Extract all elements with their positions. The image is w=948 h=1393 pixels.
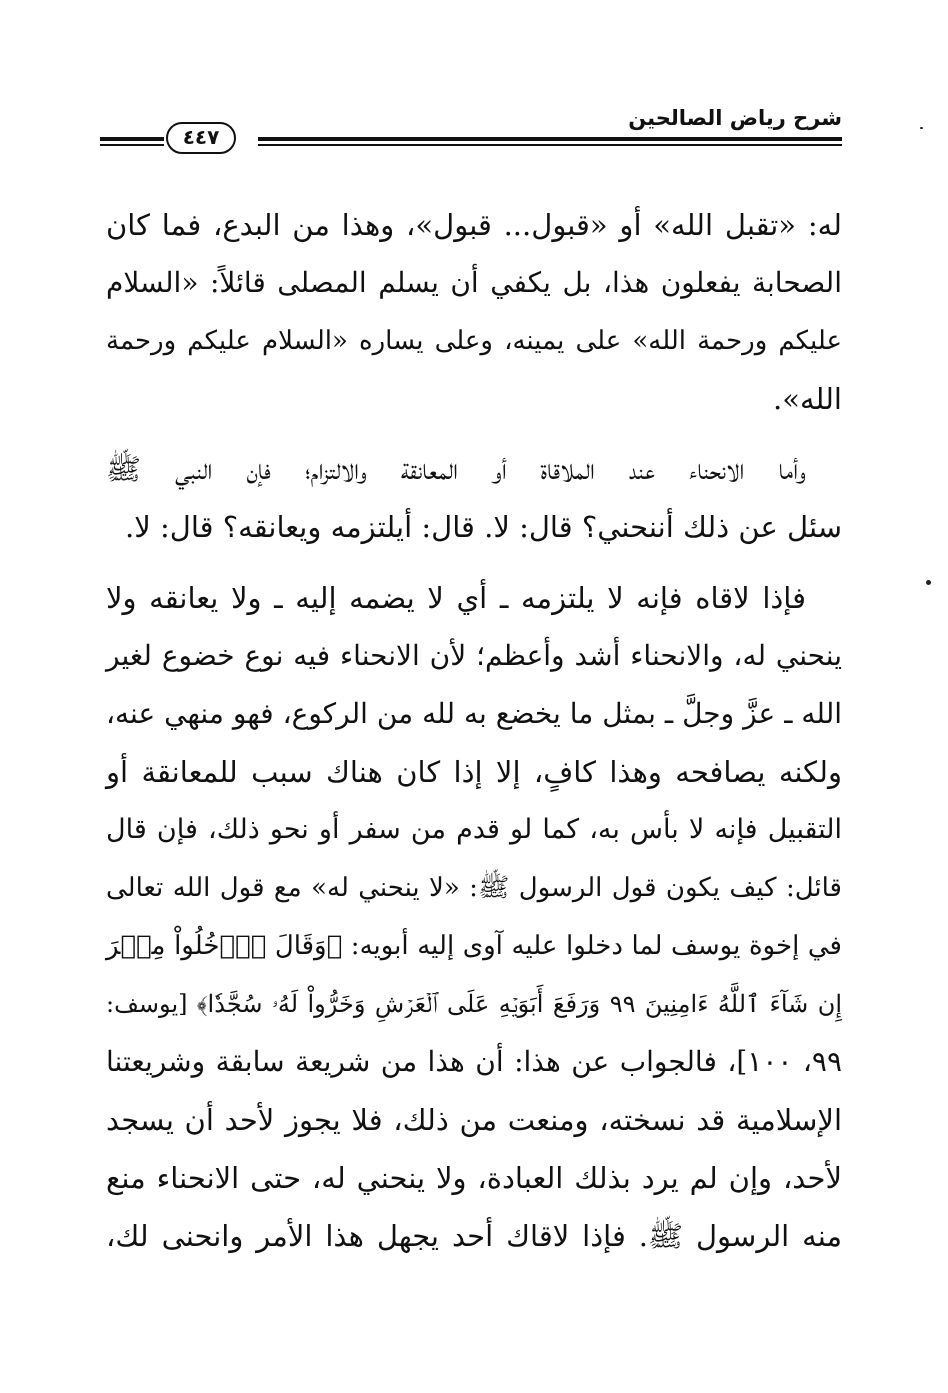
text-line: لأحد، وإن لم يرد بذلك العبادة، ولا ينحني له، حتى الانحناء منع — [106, 1161, 842, 1195]
paragraph-1 — [106, 196, 842, 428]
scan-speck — [926, 580, 931, 585]
page-number-badge: ٤٤٧ — [166, 122, 236, 154]
paragraph-2 — [106, 440, 842, 556]
paragraph-3 — [106, 569, 842, 1265]
text-line: الله». — [772, 382, 842, 416]
text-line: منه الرسول ﷺ. فإذا لاقاك أحد يجهل هذا الأمر وانحنى لك، — [106, 1219, 842, 1253]
running-header-title: شرح رياض الصالحين — [628, 106, 842, 130]
header-rule-short — [100, 137, 164, 146]
text-line: الإسلامية قد نسخته، ومنعت من ذلك، فلا يجوز لأحد أن يسجد — [106, 1103, 842, 1137]
text-line: فإذا لاقاه فإنه لا يلتزمه ـ أي لا يضمه إليه ـ ولا يعانقه ولا — [106, 581, 806, 615]
scan-speck — [920, 127, 923, 129]
text-line: عليكم ورحمة الله» على يمينه، وعلى يساره «السلام عليكم ورحمة — [106, 326, 842, 356]
text-line: الصحابة يفعلون هذا، بل يكفي أن يسلم المصلى قائلاً: «السلام — [106, 266, 842, 299]
text-line: له: «تقبل الله» أو «قبول... قبول»، وهذا من البدع، فما كان — [106, 208, 842, 242]
text-line: وأما الانحناء عند الملاقاة أو المعانقة والالتزام؛ فإن النبي ﷺ — [106, 452, 806, 486]
text-line: التقبيل فإنه لا بأس به، كما لو قدم من سفر أو نحو ذلك، فإن قال — [106, 814, 842, 845]
text-line: قائل: كيف يكون قول الرسول ﷺ: «لا ينحني له» مع قول الله تعالى — [106, 873, 842, 903]
text-line: في إخوة يوسف لما دخلوا عليه آوى إليه أبويه: ﴿وَقَالَ ٱدۡخُلُواْ مِصۡرَ — [106, 931, 842, 961]
text-line: ولكنه يصافحه وهذا كافٍ، إلا إذا كان هناك سبب للمعانقة أو — [106, 755, 842, 789]
text-line: سئل عن ذلك أننحني؟ قال: لا. قال: أيلتزمه ويعانقه؟ قال: لا. — [125, 510, 842, 544]
text-line: ٩٩، ١٠٠]، فالجواب عن هذا: أن هذا من شريعة سابقة وشريعتنا — [106, 1045, 842, 1078]
text-line: الله ـ عزَّ وجلَّ ـ بمثل ما يخضع به لله من الركوع، فهو منهي عنه، — [106, 697, 842, 730]
header-rule-long — [258, 137, 842, 146]
text-line: ينحني له، والانحناء أشد وأعظم؛ لأن الانحناء فيه نوع خضوع لغير — [106, 639, 842, 672]
quran-verse-line: إِن شَآءَ ٱللَّهُ ءَامِنِينَ ٩٩ وَرَفَعَ أَبَوَيۡهِ عَلَى ٱلۡعَرۡشِ وَخَرُّواْ لَهُۥ سُجَّدٗا﴾ [يوسف: — [106, 990, 842, 1018]
